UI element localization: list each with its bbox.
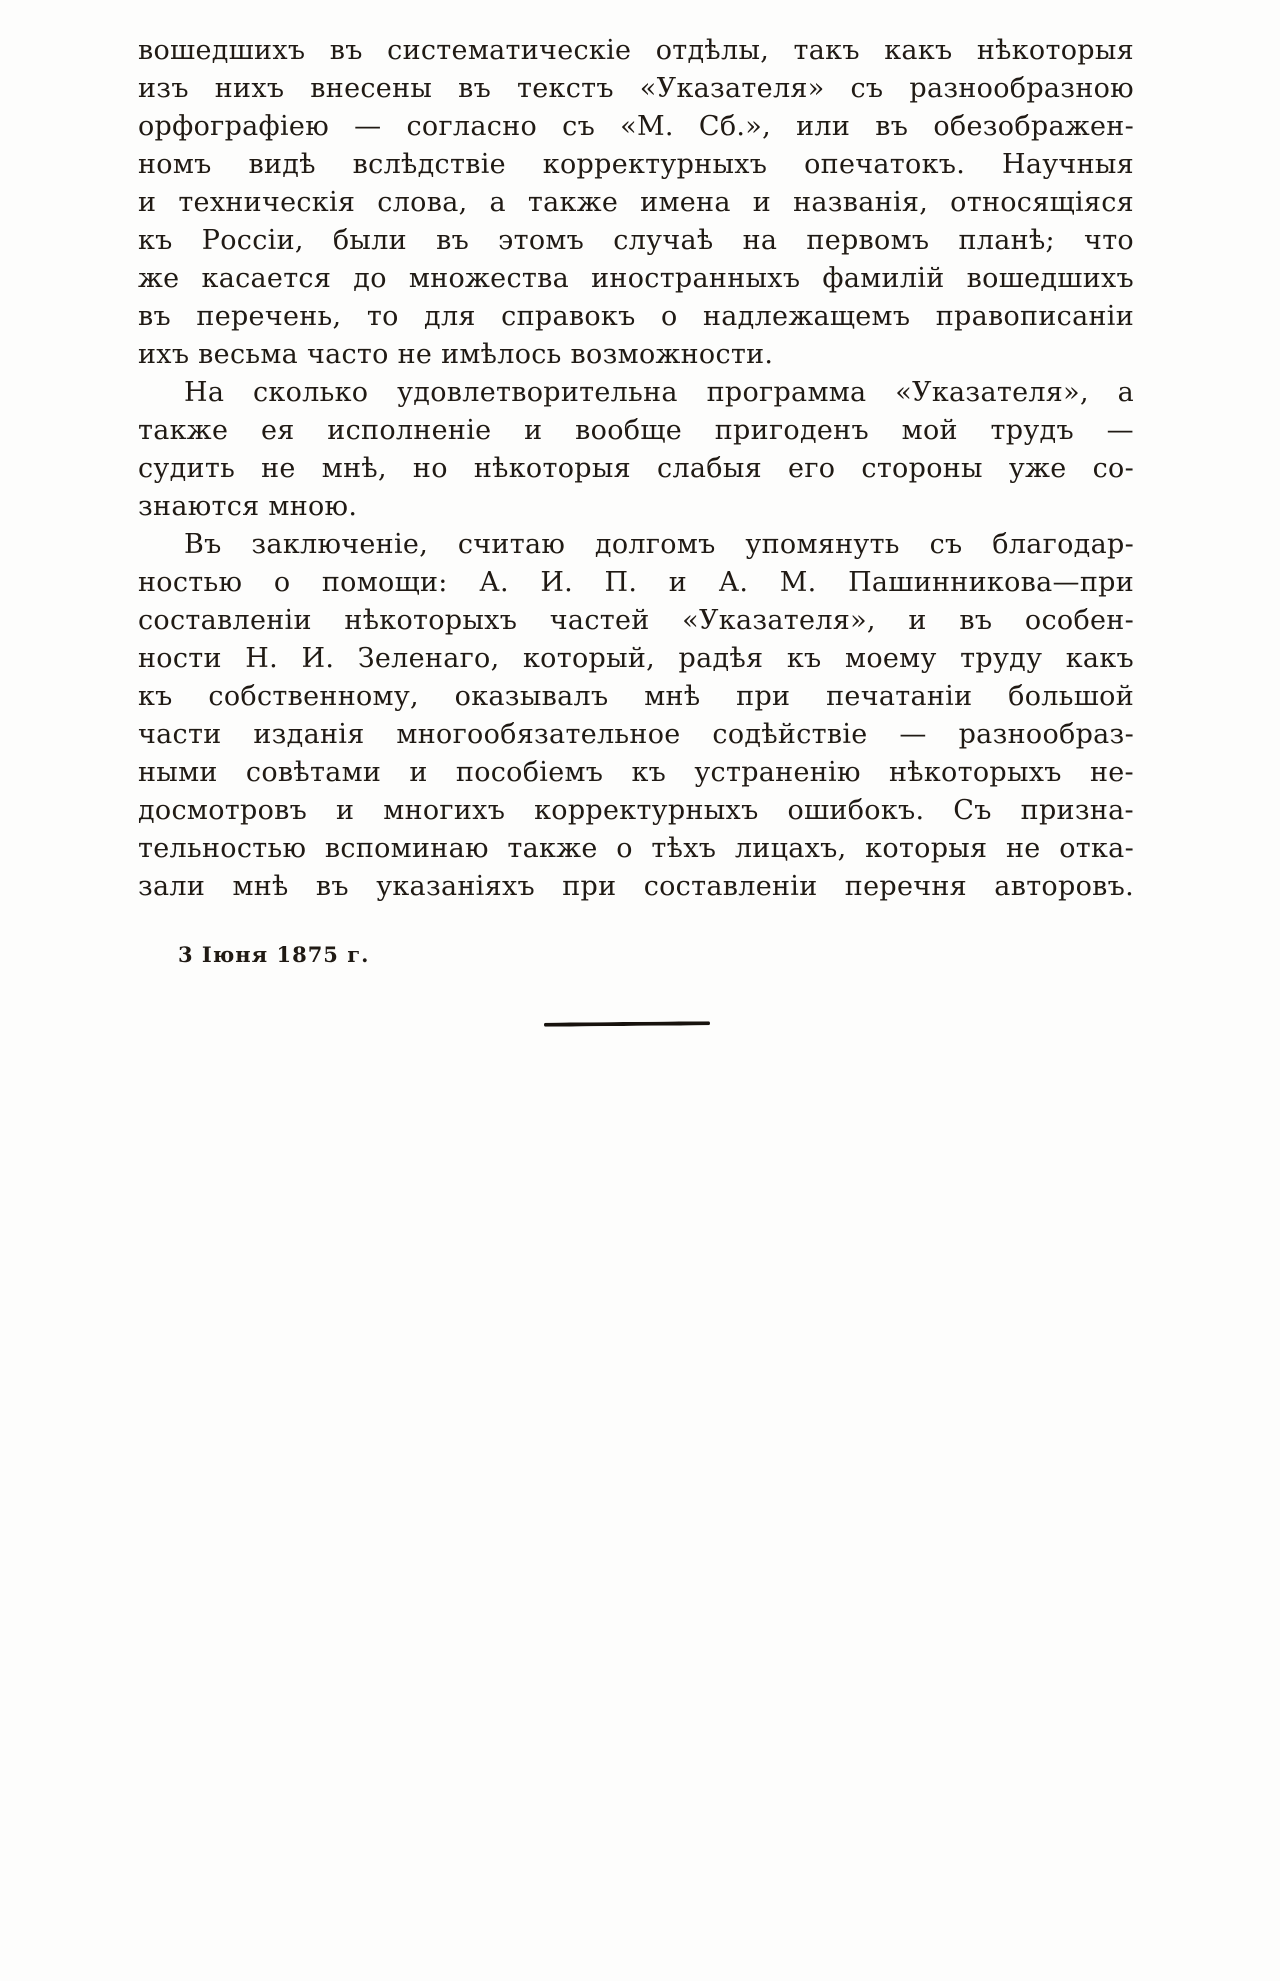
text-line: Въ заключеніе, считаю долгомъ упомянуть съ благодар- — [184, 529, 1134, 560]
text-line: въ перечень, то для справокъ о надлежащемъ правописаніи — [138, 301, 1134, 332]
text-line: ностью о помощи: А. И. П. и А. М. Пашинникова—при — [138, 567, 1134, 598]
paragraph — [138, 32, 1134, 374]
text-line: къ собственному, оказывалъ мнѣ при печатаніи большой — [138, 681, 1134, 712]
text-line: тельностью вспоминаю также о тѣхъ лицахъ, которыя не отка- — [138, 833, 1134, 864]
paragraph — [138, 374, 1134, 526]
text-line: части изданія многообязательное содѣйствіе — разнообраз- — [138, 719, 1134, 750]
text-line: номъ видѣ вслѣдствіе корректурныхъ опечатокъ. Научныя — [138, 149, 1134, 180]
text-line: судить не мнѣ, но нѣкоторыя слабыя его стороны уже со- — [138, 453, 1134, 484]
text-line: зали мнѣ въ указаніяхъ при составленіи перечня авторовъ. — [138, 871, 1134, 902]
text-line: вошедшихъ въ систематическіе отдѣлы, такъ какъ нѣкоторыя — [138, 35, 1134, 66]
text-line: ности Н. И. Зеленаго, который, радѣя къ моему труду какъ — [138, 643, 1134, 674]
dateline: 3 Іюня 1875 г. — [178, 942, 370, 967]
text-line: знаются мною. — [138, 491, 358, 522]
text-line: На сколько удовлетворительна программа «Указателя», а — [184, 377, 1134, 408]
paragraph — [138, 526, 1134, 906]
text-line: и техническія слова, а также имена и названія, относящіяся — [138, 187, 1134, 218]
end-rule — [544, 1021, 710, 1026]
text-line: составленіи нѣкоторыхъ частей «Указателя», и въ особен- — [138, 605, 1134, 636]
text-block — [138, 32, 1134, 1026]
text-line: ными совѣтами и пособіемъ къ устраненію нѣкоторыхъ не- — [138, 757, 1134, 788]
text-line: изъ нихъ внесены въ текстъ «Указателя» съ разнообразною — [138, 73, 1134, 104]
text-line: досмотровъ и многихъ корректурныхъ ошибокъ. Съ призна- — [138, 795, 1134, 826]
text-line: къ Россіи, были въ этомъ случаѣ на первомъ планѣ; что — [138, 225, 1134, 256]
text-line: орфографіею — согласно съ «М. Сб.», или въ обезображен- — [138, 111, 1134, 142]
text-line: же касается до множества иностранныхъ фамилій вошедшихъ — [138, 263, 1134, 294]
text-line: также ея исполненіе и вообще пригоденъ мой трудъ — — [138, 415, 1134, 446]
text-line: ихъ весьма часто не имѣлось возможности. — [138, 339, 774, 370]
